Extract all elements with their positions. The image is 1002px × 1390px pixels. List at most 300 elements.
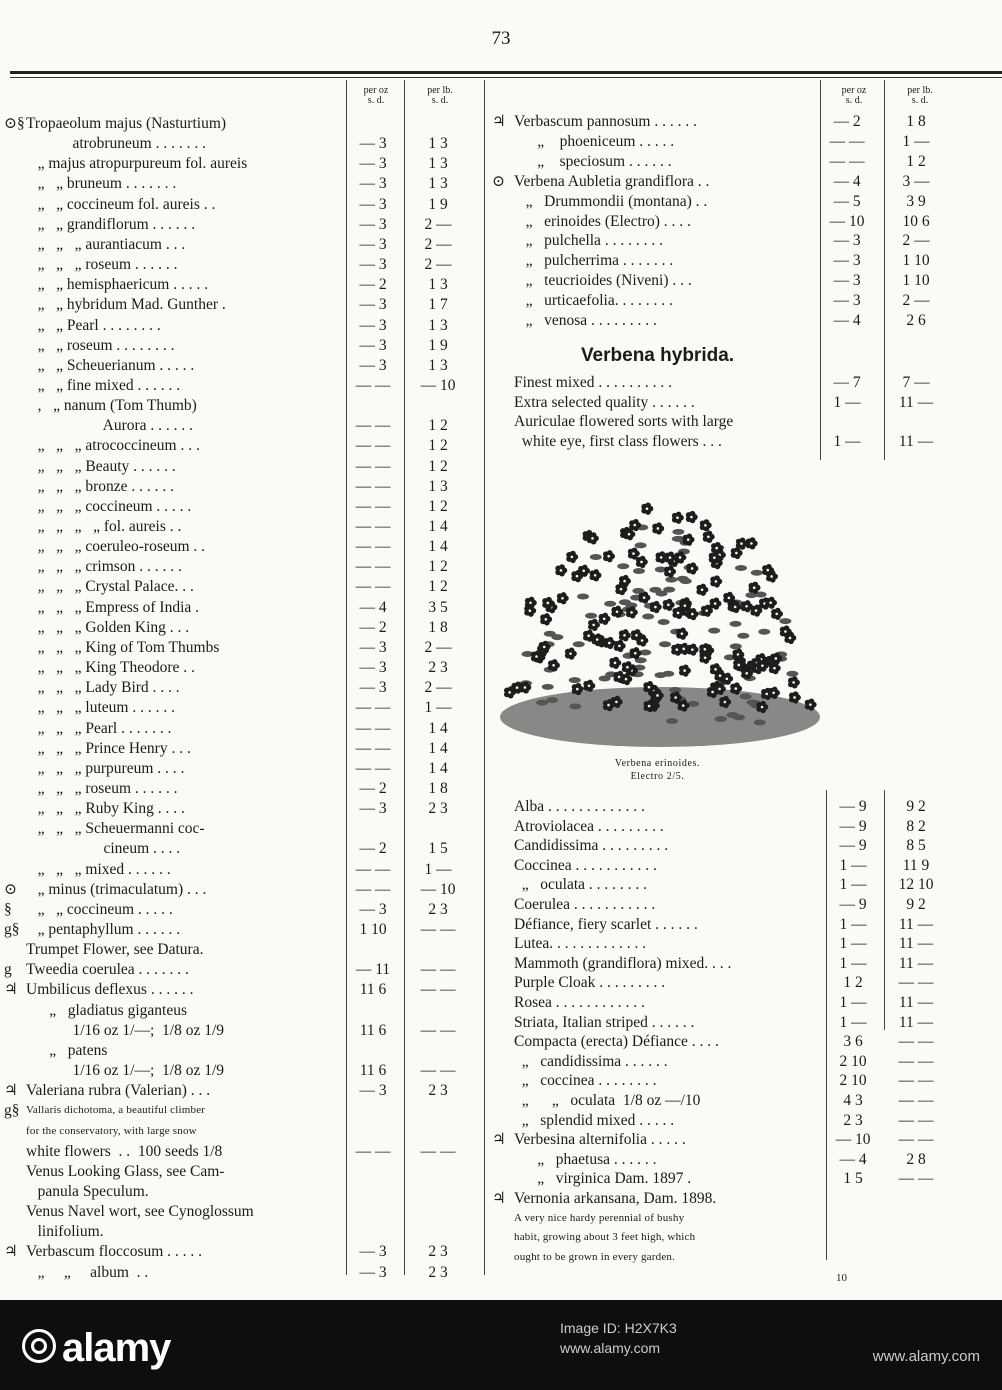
price-per-lb: 8 5 [906,837,926,855]
row-label: Tweedia coerulea . . . . . . . [26,961,189,979]
row-label: „ „ „ roseum . . . . . . [26,779,178,797]
price-row [492,875,992,894]
price-per-oz: — 3 [359,316,387,334]
price-per-lb: 1 4 [428,739,448,757]
row-label: „ „ „ Ruby King . . . . [26,800,185,818]
flower [703,531,715,543]
image-id-block [560,1318,677,1358]
leaf [666,718,678,724]
row-label: „ phoeniceum . . . . . [514,132,675,150]
price-per-lb: — — [420,1062,456,1080]
flower [686,562,698,574]
price-per-lb: 8 2 [906,817,926,835]
row-label: Verbesina alternifolia . . . . . [514,1131,686,1149]
price-row [4,658,474,677]
row-label: „ virginica Dam. 1897 . [514,1170,692,1188]
row-label: „ splendid mixed . . . . . [514,1111,675,1129]
price-row [4,1222,474,1241]
price-per-oz: — 3 [359,155,387,173]
price-per-oz: — — [355,376,391,394]
price-per-lb: 2 3 [428,659,448,677]
flower [566,551,578,563]
price-row [4,779,474,798]
row-label: „ „ hemisphaericum . . . . . [26,276,209,294]
lb-header-units: s. d. [431,95,449,106]
leaf [680,578,692,584]
illustration-price: Electro 2/5. [630,771,685,782]
illustration-caption: Verbena erinoides. [614,758,701,769]
price-per-lb: — — [898,1170,934,1188]
row-label: atrobruneum . . . . . . . [26,135,206,153]
row-label: „ „ „ luteum . . . . . . [26,699,175,717]
price-row [4,215,474,234]
row-label: Auriculae flowered sorts with large [514,413,734,431]
price-per-lb: 2 — [424,256,452,274]
price-per-oz: — 3 [359,336,387,354]
price-per-lb: 7 — [902,374,930,391]
flower [641,503,653,515]
price-per-oz: 1 2 [843,974,863,992]
leaf [619,599,631,605]
price-per-oz: — — [829,132,865,150]
price-per-lb: — — [420,1142,456,1160]
price-per-lb: 11 — [898,935,934,953]
row-label: „ „ „ coccineum . . . . . [26,497,192,515]
price-row [4,920,474,939]
price-row [4,980,474,999]
row-label: „ „ coccineum fol. aureis . . [26,195,216,213]
row-label: Striata, Italian striped . . . . . . [514,1013,695,1031]
price-per-oz: — — [355,558,391,576]
price-per-lb: 2 — [424,638,452,656]
price-per-lb: 10 6 [902,212,930,230]
leaf [735,565,747,571]
price-row [492,192,992,211]
row-label: „ „ bruneum . . . . . . . [26,175,177,193]
price-per-oz: 2 3 [843,1111,863,1129]
row-label: „ „ oculata 1/8 oz —/10 [514,1092,701,1109]
price-per-lb: 11 — [898,393,934,411]
price-per-oz: — 3 [359,659,387,677]
lb-header-units: s. d. [911,95,929,106]
row-label: „ gladiatus giganteus [26,1001,187,1019]
flower [686,511,698,523]
row-label: „ „ „ atrococcineum . . . [26,437,200,455]
flower [700,519,712,531]
flower [587,532,599,544]
price-per-lb: 2 — [902,292,930,310]
leaf [551,634,563,640]
price-row [492,915,992,934]
price-per-lb: 11 — [898,954,934,972]
price-row [4,1182,474,1201]
price-per-oz: — — [355,477,391,495]
price-row [492,1013,992,1032]
price-row [4,698,474,717]
price-per-lb: 1 4 [428,518,448,535]
left-oz-header [354,86,398,106]
price-per-oz: 3 6 [843,1033,863,1051]
price-per-lb: 1 9 [428,195,448,213]
oz-header-units: s. d. [367,95,385,106]
price-per-lb: — 10 [420,376,456,394]
price-per-oz: — — [355,699,391,717]
row-symbol: ♃ [492,1131,506,1149]
price-per-lb: 1 3 [428,316,448,334]
flower [696,584,708,596]
row-label: „ phaetusa . . . . . . [514,1150,657,1168]
price-per-oz: — 3 [359,135,387,153]
flower [636,556,648,568]
row-label: „ „ fine mixed . . . . . . [26,376,181,394]
price-per-lb: 1 2 [428,457,448,475]
price-per-lb: 1 5 [428,840,448,858]
row-label: „ „ „ King Theodore . . [26,659,195,677]
price-per-oz: 1 — [839,935,867,953]
price-row [4,940,474,959]
row-symbol: g§ [4,1102,20,1120]
footer-number: 10 [836,1272,847,1284]
price-row [492,1228,992,1247]
price-per-lb: — — [898,1092,934,1109]
price-per-lb: 2 3 [428,1263,448,1281]
price-per-lb: — — [898,1052,934,1070]
price-per-oz: — — [355,538,391,556]
price-per-lb: 3 9 [906,192,926,210]
flower [548,659,560,671]
row-label: „ patens [26,1041,108,1059]
price-per-oz: — — [355,578,391,596]
price-row [4,1242,474,1261]
price-per-lb: 3 5 [428,598,448,616]
price-row [492,212,992,231]
price-row [492,373,992,392]
row-label: white eye, first class flowers . . . [514,432,722,450]
row-label: Coerulea . . . . . . . . . . . [514,896,656,913]
price-row [4,1101,474,1120]
price-row [492,797,992,816]
price-row [4,255,474,274]
row-label: Lutea. . . . . . . . . . . . . [514,935,647,953]
price-row [4,839,474,858]
row-label: Venus Navel wort, see Cynoglossum [26,1203,254,1221]
price-per-lb: — — [420,921,456,938]
price-per-oz: — 10 [829,212,865,230]
price-row [4,356,474,375]
row-symbol: ♃ [492,1190,506,1207]
price-per-oz: 2 10 [839,1052,867,1070]
price-row [4,1041,474,1060]
price-per-lb: 1 2 [428,578,448,596]
price-per-oz: — 3 [359,235,387,253]
row-label: , „ nanum (Tom Thumb) [26,397,197,415]
price-per-oz: — 3 [359,1243,387,1261]
leaf [577,594,589,600]
price-row [4,1202,474,1221]
row-label: Verbascum pannosum . . . . . . [514,113,697,130]
price-row [4,1081,474,1100]
flower [626,606,638,618]
flower [540,613,552,625]
price-per-oz: — 3 [833,272,861,290]
row-label: Finest mixed . . . . . . . . . . [514,374,673,391]
price-per-oz: 1 — [839,1013,867,1031]
leaf [740,693,752,699]
price-row [4,598,474,617]
row-label: „ „ roseum . . . . . . . . [26,336,175,354]
image-id-url: www.alamy.com [560,1340,661,1356]
flower [588,619,600,631]
leaf [758,629,770,635]
price-per-lb: 2 3 [428,800,448,818]
price-per-oz: — — [355,518,391,535]
row-label: „ „ „ Lady Bird . . . . [26,679,180,697]
page-number: 73 [491,28,511,49]
row-label: „ „ „ aurantiacum . . . [26,235,186,253]
price-per-oz: — 2 [359,779,387,797]
row-label: Candidissima . . . . . . . . . [514,837,669,855]
price-row [4,960,474,979]
price-per-oz: — 3 [359,356,387,374]
price-per-lb: 1 3 [428,135,448,153]
price-row [492,954,992,973]
row-label: „ „ „ bronze . . . . . . [26,477,175,495]
price-row [492,934,992,953]
price-row [4,1021,474,1040]
flower [683,534,695,546]
price-per-oz: — 4 [359,598,387,616]
flower [619,629,631,641]
lb-header-label: per lb. [907,85,933,96]
price-per-lb: — — [898,1072,934,1090]
price-per-lb: 1 2 [428,497,448,515]
price-per-lb: 1 — [902,132,930,150]
row-label: „ pulcherrima . . . . . . . [514,252,674,270]
verbena-plant-illustration [495,462,820,762]
price-row [4,880,474,899]
row-label: panula Speculum. [26,1182,149,1200]
row-symbol: ♃ [4,1243,18,1261]
price-per-oz: — 3 [833,252,861,270]
price-per-lb: 1 4 [428,759,448,777]
flower [609,657,621,669]
price-per-oz: — — [355,880,391,898]
price-per-lb: 11 — [898,994,934,1011]
price-row [4,477,474,496]
leaf [672,529,684,535]
price-per-oz: — 3 [359,256,387,274]
price-per-oz: 11 6 [359,1062,387,1080]
price-row [4,457,474,476]
flower [710,575,722,587]
price-per-oz: — 3 [833,292,861,310]
flower [788,676,800,688]
price-row [4,739,474,758]
row-symbol: ♃ [4,981,18,999]
price-row [492,895,992,914]
price-row [4,618,474,637]
price-row [492,856,992,875]
price-row [492,973,992,992]
price-row [4,114,474,133]
row-label: Mammoth (grandiflora) mixed. . . . [514,954,732,972]
leaf [726,712,738,718]
flower [652,522,664,534]
price-row [492,393,992,412]
price-row [492,1032,992,1051]
price-row [4,436,474,455]
row-label: „ „ „ Empress of India . [26,598,200,616]
flower [614,640,626,652]
price-row [4,1142,474,1161]
price-row [4,719,474,738]
price-per-lb: 11 — [898,915,934,933]
flower [679,664,691,676]
price-per-oz: — 2 [359,618,387,636]
top-rule-thin [10,77,1002,78]
leaf [590,554,602,560]
oz-header-label: per oz [841,85,867,96]
price-per-oz: — 4 [833,172,861,190]
row-symbol: g§ [4,921,20,938]
price-row [4,316,474,335]
price-row [492,1189,992,1208]
row-label: „ „ „ Beauty . . . . . . [26,457,176,475]
row-label: Vallaris dichotoma, a beautiful climber [26,1104,206,1117]
leaf [751,570,763,576]
leaf [754,720,766,726]
leaf [542,684,554,690]
price-per-oz: — 3 [359,175,387,193]
price-per-lb: 1 10 [902,252,930,270]
price-row [492,993,992,1012]
row-label: „ „ hybridum Mad. Gunther . [26,296,226,314]
price-per-lb: 9 2 [906,896,926,913]
price-row [492,1248,992,1267]
row-label: white flowers . . 100 seeds 1/8 [26,1142,223,1160]
leaf [585,613,597,619]
price-per-oz: — 3 [359,1263,387,1281]
price-row [4,557,474,576]
row-label: „ urticaefolia. . . . . . . . [514,292,673,310]
price-per-lb: 2 — [424,215,452,233]
price-per-oz: — 9 [839,896,867,913]
price-per-oz: — 9 [839,798,867,815]
price-row [4,900,474,919]
price-per-lb: 11 9 [902,856,930,874]
right-oz-header [832,86,876,106]
price-row [4,134,474,153]
price-row [4,537,474,556]
price-row [492,1209,992,1228]
price-per-lb: — — [898,1131,934,1149]
price-per-lb: 2 6 [906,312,926,329]
row-label: „ „ „ mixed . . . . . . [26,860,171,878]
price-per-lb: 2 — [424,235,452,253]
row-label: Alba . . . . . . . . . . . . . [514,798,645,815]
row-label: Tropaeolum majus (Nasturtium) [26,115,227,132]
row-label: „ teucrioides (Niveni) . . . [514,272,692,290]
price-per-oz: — — [355,1142,391,1160]
price-per-lb: 2 — [424,679,452,697]
price-row [492,291,992,310]
price-per-lb: 1 9 [428,336,448,354]
flower [589,569,601,581]
flower [766,570,778,582]
price-per-oz: 1 — [839,856,867,874]
row-symbol: ♃ [4,1082,18,1100]
flower [710,597,722,609]
row-label: „ Drummondii (montana) . . [514,192,708,210]
price-per-lb: 1 3 [428,477,448,495]
price-per-lb: 1 2 [906,152,926,170]
row-label: „ speciosum . . . . . . [514,152,672,170]
row-label: for the conservatory, with large snow [26,1124,197,1137]
price-per-lb: 1 8 [428,618,448,636]
price-per-lb: 1 10 [902,272,930,290]
flower [599,613,611,625]
row-label: Purple Cloak . . . . . . . . . [514,974,666,992]
price-row [4,1061,474,1080]
flower [769,662,781,674]
price-per-lb: 1 2 [428,417,448,435]
row-label: Compacta (erecta) Défiance . . . . [514,1033,719,1051]
row-label: Venus Looking Glass, see Cam- [26,1162,225,1180]
price-per-lb: 1 2 [428,437,448,455]
row-label: „ „ „ Prince Henry . . . [26,739,191,757]
price-row [4,819,474,838]
row-label: linifolium. [26,1223,104,1241]
price-per-oz: — 3 [359,195,387,213]
row-label: „ majus atropurpureum fol. aureis [26,155,248,173]
flower [663,599,675,611]
price-per-lb: — — [898,1111,934,1129]
leaf [604,601,616,607]
image-id: Image ID: H2X7K3 [560,1320,677,1336]
price-per-lb: 3 — [902,172,930,190]
row-label: „ „ coccineum . . . . . [26,900,173,918]
price-per-oz: — 9 [839,837,867,855]
price-row [492,1071,992,1090]
price-per-lb: 1 4 [428,538,448,556]
leaf [656,591,668,597]
price-row [492,231,992,250]
price-per-lb: 2 8 [906,1150,926,1168]
price-per-lb: 2 3 [428,900,448,918]
price-row [4,799,474,818]
site-url: www.alamy.com [872,1348,980,1365]
flower [650,601,662,613]
price-row [492,817,992,836]
oz-header-label: per oz [363,85,389,96]
price-per-oz: — — [355,437,391,455]
leaf [730,621,742,627]
alamy-logo-icon [22,1329,56,1363]
price-per-lb: 1 2 [428,558,448,576]
flower [771,608,783,620]
leaf [569,677,581,683]
price-row [492,1130,992,1149]
price-per-oz: 1 — [839,915,867,933]
flower [638,592,650,604]
price-per-oz: — 4 [839,1150,867,1168]
top-rule-thick [10,71,1002,74]
price-per-oz: — — [355,417,391,435]
leaf [662,671,674,677]
row-label: „ „ „ Pearl . . . . . . . [26,719,172,737]
row-label: cineum . . . . [26,840,181,858]
flower [789,691,801,703]
